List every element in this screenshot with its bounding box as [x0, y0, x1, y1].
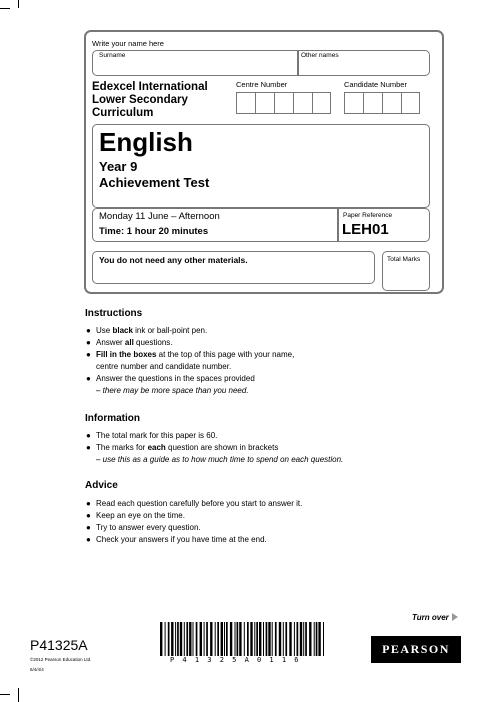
candidate-number-boxes[interactable]	[344, 92, 420, 114]
other-names-label: Other names	[301, 52, 339, 59]
digit-box[interactable]	[255, 92, 274, 114]
list-item-text: Check your answers if you have time at the end.	[96, 535, 267, 544]
bullet-icon: ●	[86, 431, 91, 440]
arrow-right-icon	[451, 613, 459, 621]
test-name: Achievement Test	[99, 175, 210, 190]
surname-label: Surname	[99, 52, 126, 59]
list-item-text: Read each question carefully before you start to answer it.	[96, 499, 303, 508]
paper-reference: LEH01	[342, 221, 389, 238]
bullet-icon: ●	[86, 350, 91, 359]
list-item-note: – use this as a guide as to how much time to spend on each question.	[96, 455, 344, 464]
advice-list	[84, 498, 414, 546]
subject-title: English	[99, 127, 193, 157]
crop-mark	[0, 694, 10, 695]
paper-code: P41325A	[30, 637, 88, 653]
barcode-number: P 4 1 3 2 5 A 0 1 1 6	[170, 656, 301, 664]
turn-over	[412, 613, 459, 622]
paper-reference-label: Paper Reference	[343, 212, 393, 219]
crop-mark	[0, 8, 10, 9]
bullet-icon: ●	[86, 499, 91, 508]
instructions-list	[84, 325, 414, 397]
year-label: Year 9	[99, 159, 138, 174]
digit-box[interactable]	[236, 92, 255, 114]
information-heading: Information	[85, 413, 140, 424]
pearson-logo	[371, 636, 461, 663]
institution-line: Curriculum	[92, 107, 154, 119]
pearson-logo-text: PEARSON	[382, 642, 450, 656]
materials-text: You do not need any other materials.	[99, 255, 248, 265]
digit-box[interactable]	[344, 92, 363, 114]
digit-box[interactable]	[293, 92, 312, 114]
turn-over-label: Turn over	[412, 613, 449, 622]
bullet-icon: ●	[86, 326, 91, 335]
crop-mark	[18, 688, 19, 702]
candidate-number-label: Candidate Number	[344, 80, 407, 89]
institution-line: Edexcel International	[92, 81, 208, 93]
copyright: ©2012 Pearson Education Ltd.	[30, 657, 92, 662]
list-item	[84, 510, 414, 522]
list-item	[84, 430, 414, 442]
centre-number-label: Centre Number	[236, 80, 288, 89]
information-list	[84, 430, 414, 466]
list-item-text: Try to answer every question.	[96, 523, 201, 532]
list-item-text: Keep an eye on the time.	[96, 511, 185, 520]
list-item: ● Fill in the boxes at the top of this page with your name,	[86, 350, 295, 359]
crop-mark	[18, 0, 19, 8]
session-divider	[337, 209, 339, 241]
list-item: ● The marks for each question are shown in brackets	[86, 443, 279, 452]
list-item-text: The total mark for this paper is 60.	[96, 431, 218, 440]
bullet-icon: ●	[86, 511, 91, 520]
bullet-icon: ●	[86, 535, 91, 544]
list-item	[84, 534, 414, 546]
instructions-heading: Instructions	[85, 308, 143, 319]
name-field-divider	[297, 51, 299, 75]
bullet-icon: ●	[86, 374, 91, 383]
advice-heading: Advice	[85, 480, 118, 491]
list-item-continuation: centre number and candidate number.	[96, 362, 232, 371]
batch-code: 6/4/4/4	[30, 667, 44, 672]
digit-box[interactable]	[312, 92, 331, 114]
digit-box[interactable]	[401, 92, 420, 114]
list-item-note: – there may be more space than you need.	[96, 386, 249, 395]
list-item	[84, 373, 414, 385]
list-item: ● Use black ink or ball-point pen.	[86, 326, 208, 335]
digit-box[interactable]	[363, 92, 382, 114]
list-item	[84, 498, 414, 510]
exam-date: Monday 11 June – Afternoon	[99, 211, 220, 222]
list-item	[84, 522, 414, 534]
write-name-label: Write your name here	[92, 39, 164, 48]
bullet-icon: ●	[86, 443, 91, 452]
institution-line: Lower Secondary	[92, 94, 188, 106]
barcode-image	[158, 622, 328, 656]
digit-box[interactable]	[382, 92, 401, 114]
list-item-text: Answer the questions in the spaces provided	[96, 374, 255, 383]
total-marks-label: Total Marks	[387, 256, 421, 263]
exam-time: Time: 1 hour 20 minutes	[99, 226, 209, 237]
list-item: ● Answer all questions.	[86, 338, 173, 347]
digit-box[interactable]	[274, 92, 293, 114]
name-field[interactable]	[92, 50, 430, 76]
bullet-icon: ●	[86, 523, 91, 532]
bullet-icon: ●	[86, 338, 91, 347]
institution-name	[92, 81, 208, 120]
centre-number-boxes[interactable]	[236, 92, 331, 114]
